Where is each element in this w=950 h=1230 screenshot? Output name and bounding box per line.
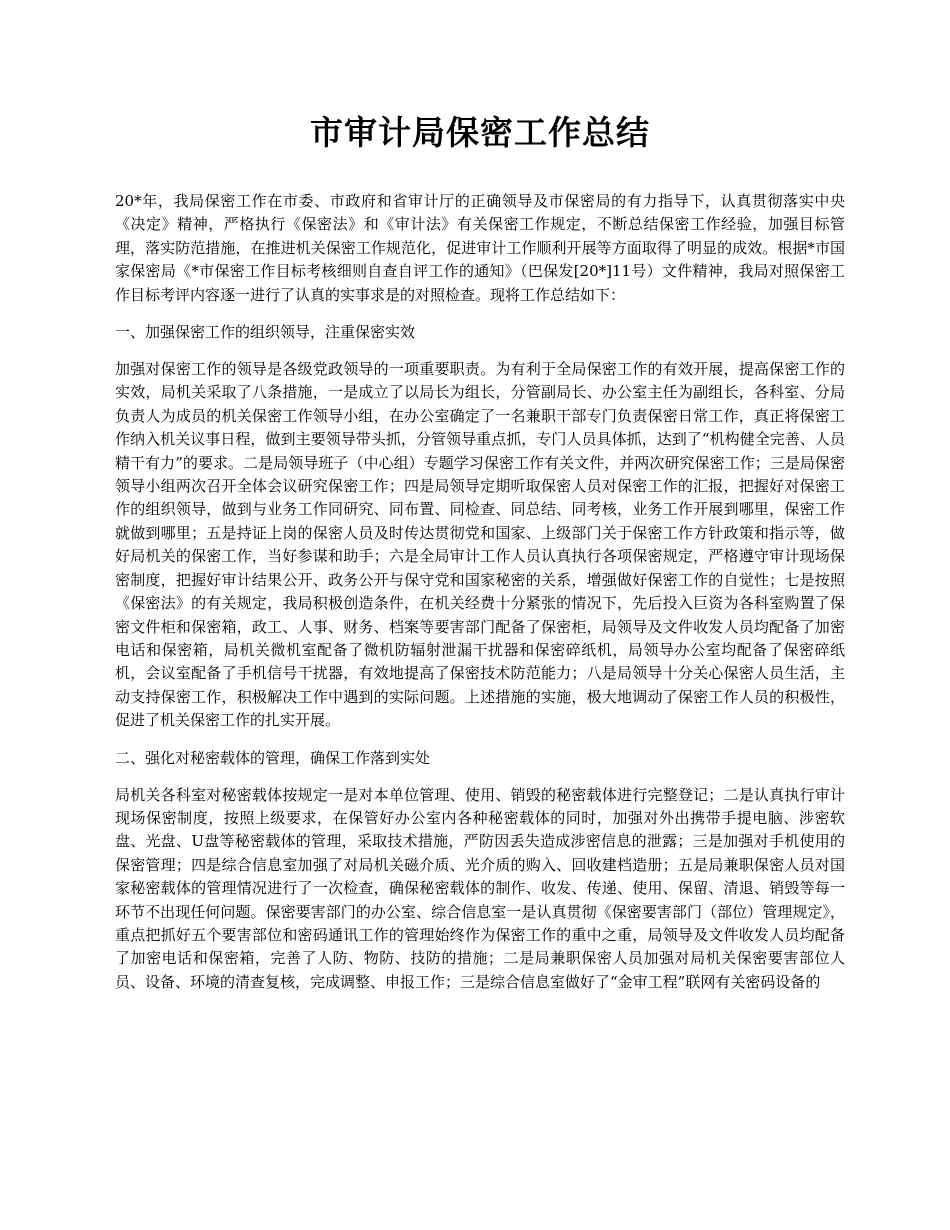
section-2-heading: 二、强化对秘密载体的管理，确保工作落到实处 [115,748,431,767]
section-1-heading: 一、加强保密工作的组织领导，注重保密实效 [115,323,416,342]
section-2-body: 局机关各科室对秘密载体按规定一是对本单位管理、使用、销毁的秘密载体进行完整登记；二是认真执行审计现场保密制度，按照上级要求，在保管好办公室内各种秘密载体的同时，加强对外出携带手提电脑、涉密软盘、光盘、U盘等秘密载体的管理，采取技术措施，严防因丢失造成涉密信息的泄露；三是加强对手机使用的保密管理；四是综合信息室加强了对局机关磁介质、光介质的购入、回收建档造册；五是局兼职保密人员对国家秘密载体的管理情况进行了一次检查，确保秘密载体的制作、收发、传递、使用、保留、清退、销毁等每一环节不出现任何问题。保密要害部门的办公室、综合信息室一是认真贯彻《保密要害部门（部位）管理规定》，重点把抓好五个要害部位和密码通讯工作的管理始终作为保密工作的重中之重，局领导及文件收发人员均配备了加密电话和保密箱，完善了人防、物防、技防的措施；二是局兼职保密人员加强对局机关保密要害部位人员、设备、环境的清查复核，完成调整、申报工作；三是综合信息室做好了“金审工程”联网有关密码设备的 [115,785,845,991]
section-1-body: 加强对保密工作的领导是各级党政领导的一项重要职责。为有利于全局保密工作的有效开展，提高保密工作的实效，局机关采取了八条措施，一是成立了以局长为组长，分管副局长、办公室主任为副组长，各科室、分局负责人为成员的机关保密工作领导小组，在办公室确定了一名兼职干部专门负责保密日常工作，真正将保密工作纳入机关议事日程，做到主要领导带头抓，分管领导重点抓，专门人员具体抓，达到了“机构健全完善、人员精干有力”的要求。二是局领导班子（中心组）专题学习保密工作有关文件，并两次研究保密工作；三是局保密领导小组两次召开全体会议研究保密工作；四是局领导定期听取保密人员对保密工作的汇报，把握好对保密工作的组织领导，做到与业务工作同研究、同布置、同检查、同总结、同考核，业务工作开展到哪里，保密工作就做到哪里；五是持证上岗的保密人员及时传达贯彻党和国家、上级部门关于保密工作方针政策和指示等，做好局机关的保密工作，当好参谋和助手；六是全局审计工作人员认真执行各项保密规定，严格遵守审计现场保密制度，把握好审计结果公开、政务公开与保守党和国家秘密的关系，增强做好保密工作的自觉性；七是按照《保密法》的有关规定，我局积极创造条件，在机关经费十分紧张的情况下，先后投入巨资为各科室购置了保密文件柜和保密箱，政工、人事、财务、档案等要害部门配备了保密柜，局领导及文件收发人员均配备了加密电话和保密箱，局机关微机室配备了微机防辐射泄漏干扰器和保密碎纸机，局领导办公室均配备了保密碎纸机，会议室配备了手机信号干扰器，有效地提高了保密技术防范能力；八是局领导十分关心保密人员生活，主动支持保密工作，积极解决工作中遇到的实际问题。上述措施的实施，极大地调动了保密工作人员的积极性，促进了机关保密工作的扎实开展。 [115,360,845,730]
document-title: 市审计局保密工作总结 [310,113,650,152]
document-page [115,110,845,1008]
intro-paragraph: 20*年，我局保密工作在市委、市政府和省审计厅的正确领导及市保密局的有力指导下，认真贯彻落实中央《决定》精神，严格执行《保密法》和《审计法》有关保密工作规定，不断总结保密工作经验，加强目标管理，落实防范措施，在推进机关保密工作规范化，促进审计工作顺利开展等方面取得了明显的成效。根据*市国家保密局《*市保密工作目标考核细则自查自评工作的通知》（巴保发[20*]11号）文件精神，我局对照保密工作目标考评内容逐一进行了认真的实事求是的对照检查。现将工作总结如下： [115,192,845,304]
